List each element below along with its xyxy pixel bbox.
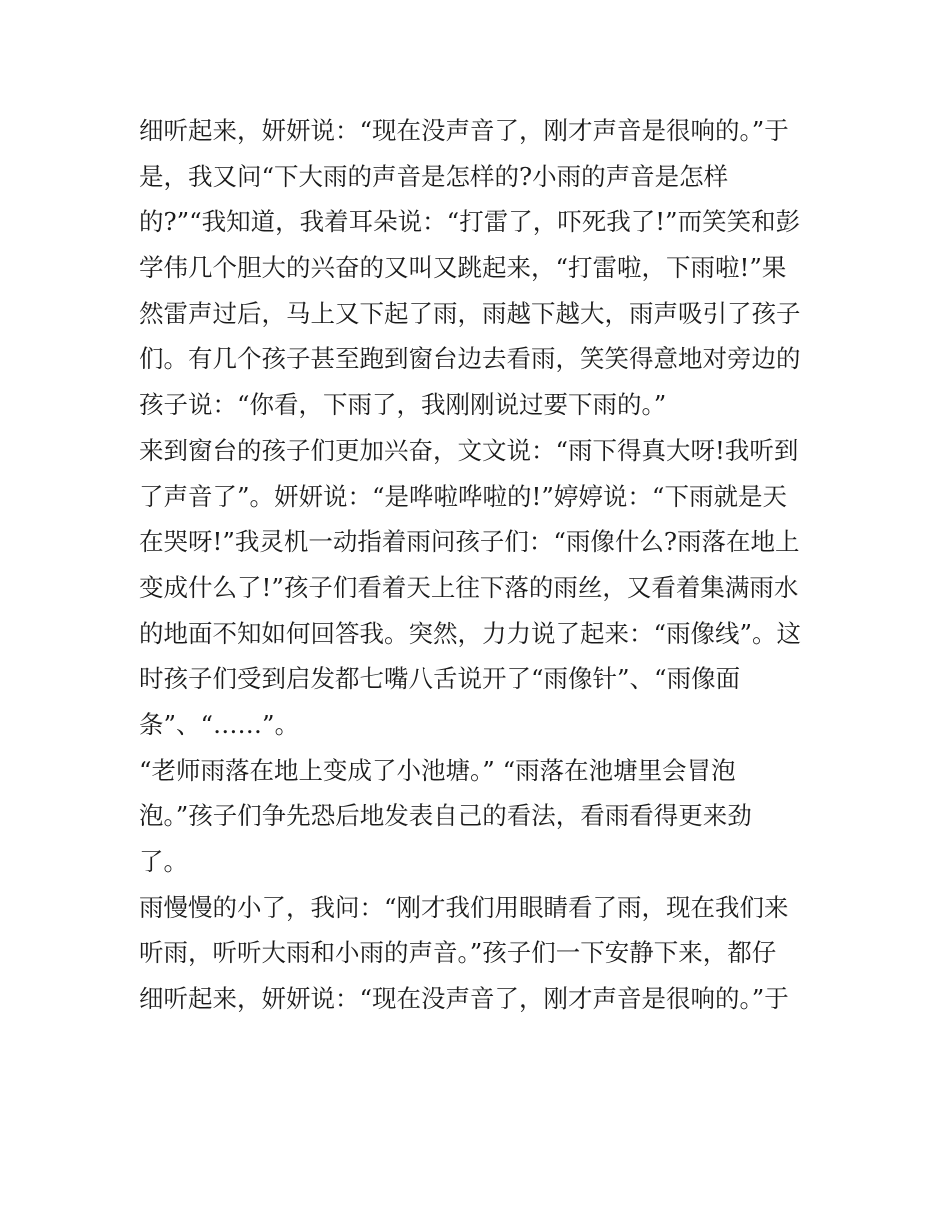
text-line-12: 的地面不知如何回答我。突然，力力说了起来：“雨像线”。这 [139, 618, 802, 648]
text-line-18: 雨慢慢的小了，我问：“刚才我们用眼睛看了雨，现在我们来 [139, 892, 789, 922]
text-line-9: 了声音了”。妍妍说：“是哗啦哗啦的!”婷婷说：“下雨就是天 [139, 481, 787, 511]
text-line-16: 泡。”孩子们争先恐后地发表自己的看法，看雨看得更来劲 [139, 801, 752, 831]
text-line-3: 的?”“我知道，我着耳朵说：“打雷了，吓死我了!”而笑笑和彭 [139, 207, 801, 237]
text-line-11: 变成什么了!”孩子们看着天上往下落的雨丝，又看着集满雨水 [139, 572, 799, 602]
text-line-17: 了。 [139, 847, 188, 876]
text-line-5: 然雷声过后，马上又下起了雨，雨越下越大，雨声吸引了孩子 [139, 298, 801, 328]
text-line-4: 学伟几个胆大的兴奋的又叫又跳起来，“打雷啦，下雨啦!”果 [139, 253, 787, 283]
text-line-8: 来到窗台的孩子们更加兴奋，文文说：“雨下得真大呀!我听到 [139, 435, 799, 465]
text-line-1: 细听起来，妍妍说：“现在没声音了，刚才声音是很响的。”于 [139, 116, 789, 145]
text-line-10: 在哭呀!”我灵机一动指着雨问孩子们：“雨像什么?雨落在地上 [139, 527, 800, 557]
text-line-13: 时孩子们受到启发都七嘴八舌说开了“雨像针”、“雨像面 [139, 664, 741, 694]
text-line-2: 是，我又问“下大雨的声音是怎样的?小雨的声音是怎样 [139, 161, 729, 191]
text-line-19: 听雨，听听大雨和小雨的声音。”孩子们一下安静下来，都仔 [139, 938, 777, 968]
text-line-20: 细听起来，妍妍说：“现在没声音了，刚才声音是很响的。”于 [139, 984, 789, 1014]
document-body-text [139, 108, 819, 1022]
text-line-14: 条”、“……”。 [139, 709, 300, 739]
text-line-7: 孩子说：“你看，下雨了，我刚刚说过要下雨的。” [139, 390, 667, 420]
text-line-6: 们。有几个孩子甚至跑到窗台边去看雨，笑笑得意地对旁边的 [139, 344, 801, 374]
text-line-15: “老师雨落在地上变成了小池塘。” “雨落在池塘里会冒泡 [139, 755, 736, 785]
